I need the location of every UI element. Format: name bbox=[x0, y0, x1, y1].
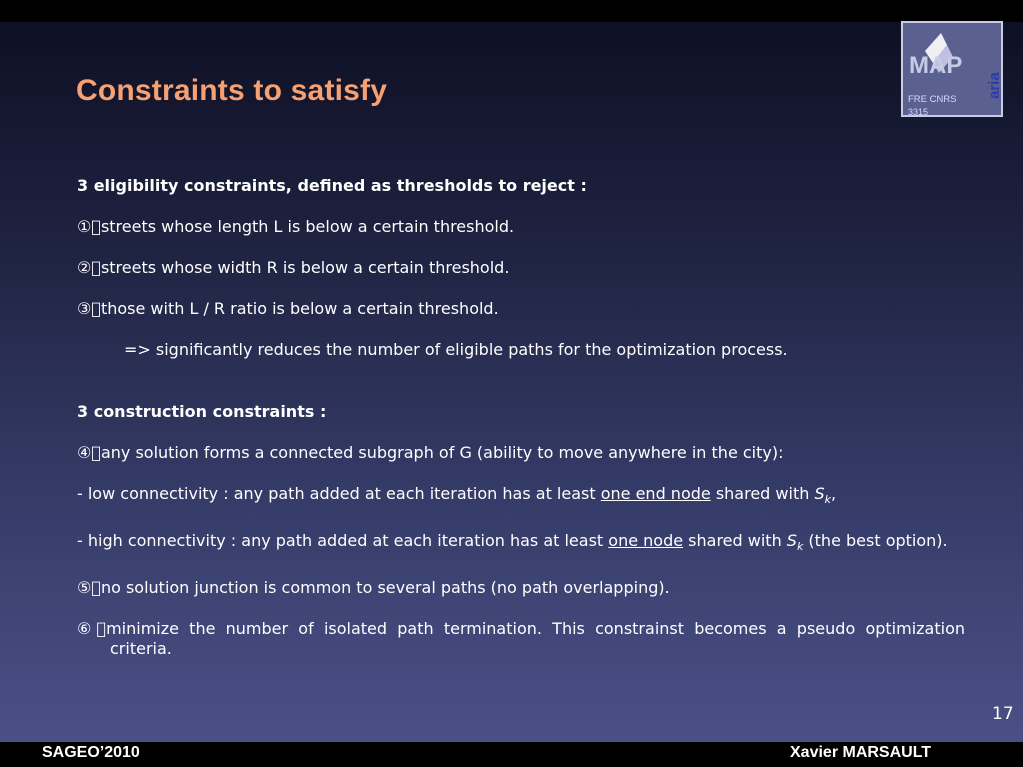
logo-line2: 3315 bbox=[908, 107, 929, 117]
footer-author: Xavier MARSAULT bbox=[790, 744, 932, 761]
construction-heading: 3 construction constraints : bbox=[77, 401, 327, 421]
sk-symbol: $S_k$ bbox=[786, 530, 804, 553]
high-connectivity-text: - high connectivity : any path added at each iteration has at least one node shared with $S_k$ (the best option). bbox=[77, 530, 948, 553]
map-aria-logo bbox=[901, 21, 1003, 117]
slide-title: Constraints to satisfy bbox=[76, 74, 388, 107]
footer-conference: SAGEO’2010 bbox=[42, 744, 140, 761]
eligibility-heading: 3 eligibility constraints, defined as thresholds to reject : bbox=[77, 176, 587, 195]
logo-line1: FRE CNRS bbox=[908, 94, 957, 105]
sk-symbol: $S_k$ bbox=[814, 483, 831, 506]
construction-item-4: ④ any solution forms a connected subgraph of G (ability to move anywhere in the city): bbox=[77, 442, 784, 462]
logo-sub-text: aria bbox=[986, 72, 1003, 99]
construction-item-5: ⑤ no solution junction is common to several paths (no path overlapping). bbox=[77, 577, 670, 597]
page-number: 17 bbox=[992, 704, 1014, 724]
slide-content bbox=[77, 176, 965, 660]
eligibility-item-3: ③ those with L / R ratio is below a certain threshold. bbox=[77, 299, 499, 318]
eligibility-item-1: ① streets whose length L is below a certain threshold. bbox=[77, 217, 515, 236]
low-connectivity-text: - low connectivity : any path added at each iteration has at least one end node shared with $S_k$, bbox=[77, 483, 837, 506]
construction-item-6: ⑥ minimize the number of isolated path termination. This constrainst becomes a pseudo optimization criteria. bbox=[77, 618, 965, 659]
eligibility-conclusion: => significantly reduces the number of eligible paths for the optimization process. bbox=[124, 340, 788, 359]
logo-brand-text: MAP bbox=[909, 52, 963, 79]
eligibility-item-2: ② streets whose width R is below a certain threshold. bbox=[77, 258, 510, 277]
